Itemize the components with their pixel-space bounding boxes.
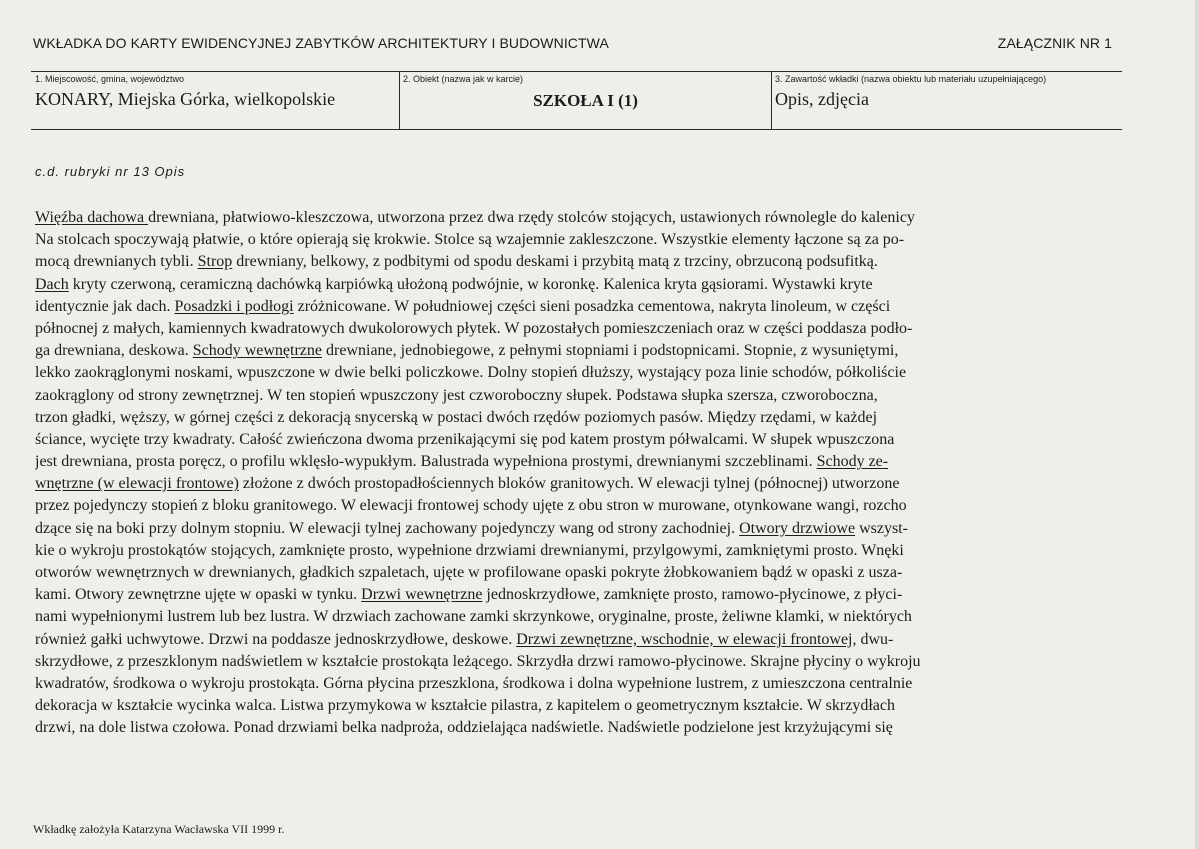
text-line (35, 540, 1120, 562)
text-line (35, 274, 1120, 296)
text-segment: drzwi, na dole listwa czołowa. Ponad drzwiami belka nadproża, oddzielająca nadświetle. Nadświetle podzielone jest krzyżującymi się (35, 719, 893, 737)
document-header (33, 35, 1112, 51)
text-segment: nami wypełnionymi lustrem lub bez lustra. W drzwiach zachowane zamki skrzynkowe, oryginalne, proste, żeliwne klamki, w niektórych (35, 608, 912, 626)
text-segment: lekko zaokrąglonymi noskami, wpuszczone w dwie belki policzkowe. Dolny stopień dłuższy, wystający poza linie schodów, półkoliście (35, 364, 907, 382)
text-line (35, 495, 1120, 517)
header-fields-table (31, 71, 1122, 130)
field-contents (771, 72, 1122, 129)
field-object-value: SZKOŁA I (1) (533, 91, 638, 110)
field-location (31, 72, 399, 129)
text-line (35, 518, 1120, 540)
text-segment: również gałki uchwytowe. Drzwi na poddasze jednoskrzydłowe, deskowe. (35, 630, 517, 648)
text-line (35, 717, 1120, 739)
underlined-heading: Drzwi wewnętrzne (361, 586, 483, 604)
field-object-label: 2. Obiekt (nazwa jak w karcie) (403, 74, 524, 84)
field-object (399, 72, 771, 129)
text-line (35, 429, 1120, 451)
attachment-number: ZAŁĄCZNIK NR 1 (997, 35, 1112, 51)
text-segment: przez pojedynczy stopień z bloku granitowego. W elewacji frontowej schody ujęte z obu stron w murowane, otynkowane wangi, rozcho (35, 497, 907, 515)
text-segment: identycznie jak dach. (35, 297, 175, 315)
text-line (35, 695, 1120, 717)
text-line (35, 318, 1120, 340)
text-segment: kryty czerwoną, ceramiczną dachówką karpiówką ułożoną podwójnie, w koronkę. Kalenica kryta gąsiorami. Wystawki kryte (68, 275, 873, 293)
text-line (35, 385, 1120, 407)
text-segment: północnej z małych, kamiennych kwadratowych dwukolorowych płytek. W pozostałych pomieszczeniach oraz w części poddasza podło- (35, 319, 913, 337)
text-segment: kami. Otwory zewnętrzne ujęte w opaski w tynku. (35, 586, 362, 604)
field-contents-label: 3. Zawartość wkładki (nazwa obiektu lub materiału uzupełniającego) (775, 74, 1047, 84)
text-segment: dekoracja w kształcie wycinka walca. Listwa przymykowa w kształcie pilastra, z kapitelem o geometrycznym kształcie. W skrzydłach (35, 697, 895, 715)
text-segment: dzące się na boki przy dolnym stopniu. W elewacji tylnej zachowany pojedynczy wang od strony zachodniej. (35, 519, 740, 537)
underlined-heading: Więźba dachowa (35, 209, 149, 226)
text-line (35, 207, 1120, 229)
field-contents-value: Opis, zdjęcia (775, 89, 869, 109)
text-segment: złożone z dwóch prostopadłościennych bloków granitowych. W elewacji tylnej (północnej) utworzone (238, 475, 900, 493)
text-line (35, 606, 1120, 628)
text-line (35, 473, 1120, 495)
text-segment: jest drewniana, prosta poręcz, o profilu wklęsło-wypukłym. Balustrada wypełniona prostymi, drewnianymi szczeblinami. (35, 453, 817, 471)
text-line (35, 251, 1120, 273)
text-line (35, 651, 1120, 673)
underlined-heading: Strop (197, 253, 233, 271)
field-location-value: KONARY, Miejska Górka, wielkopolskie (35, 89, 336, 109)
text-segment: zaokrąglony od strony zewnętrznej. W ten stopień wpuszczony jest czworoboczny słupek. Podstawa słupka szersza, czworoboczna, (35, 386, 878, 404)
text-segment: kwadratów, środkowa o wykroju prostokąta. Górna płycina przeszklona, środkowa i dolna wypełnione lustrem, z umieszczona centralnie (35, 674, 913, 692)
text-segment: kie o wykroju prostokątów stojących, zamknięte prosto, wypełnione drzwiami drewnianymi, przylgowymi, zamkniętymi prosto. Wnęki (35, 541, 904, 559)
text-line (35, 229, 1120, 251)
text-segment: otworów wewnętrznych w drewnianych, gładkich szpaletach, ujęte w profilowane opaski pokryte żłobkowaniem bądź w opaski z usza- (35, 564, 903, 581)
text-segment: drewniany, belkowy, z podbitymi od spodu deskami i przybitą matą z trzciny, obrzuconą podsufitką. (232, 253, 878, 271)
document-title: WKŁADKA DO KARTY EWIDENCYJNEJ ZABYTKÓW ARCHITEKTURY I BUDOWNICTWA (33, 35, 609, 51)
text-line (35, 451, 1120, 473)
footer-author-note: Wkładkę założyła Katarzyna Wacławska VII 1999 r. (33, 822, 285, 836)
description-body (35, 207, 1120, 740)
underlined-heading: Otwory drzwiowe (739, 519, 856, 537)
text-segment: trzon gładki, węższy, w górnej części z dekoracją snycerską w postaci dwóch rzędów poziomych pasów. Między rzędami, w każdej (35, 408, 878, 426)
text-segment: drewniane, jednobiegowe, z pełnymi stopniami i podstopnicami. Stopnie, z wysuniętymi, (322, 342, 899, 360)
underlined-heading: Posadzki i podłogi (174, 297, 294, 315)
text-line (35, 362, 1120, 384)
text-line (35, 562, 1120, 584)
underlined-heading: Schody wewnętrzne (192, 342, 323, 360)
text-line (35, 340, 1120, 362)
text-line (35, 629, 1120, 651)
underlined-heading: Dach (35, 275, 69, 293)
underlined-heading: wnętrzne (w elewacji frontowe) (35, 475, 239, 493)
text-line (35, 584, 1120, 606)
text-segment: mocą drewnianych tybli. (35, 253, 198, 271)
text-line (35, 673, 1120, 695)
text-segment: jednoskrzydłowe, zamknięte prosto, ramowo-płycinowe, z płyci- (482, 586, 903, 604)
text-line (35, 296, 1120, 318)
text-line (35, 407, 1120, 429)
underlined-heading: Drzwi zewnętrzne, wschodnie, w elewacji frontowej (516, 630, 853, 648)
text-segment: ściance, wycięte trzy kwadraty. Całość zwieńczona dwoma przenikającymi się pod katem prostym półwalcami. W słupek wpuszczona (35, 430, 895, 448)
text-segment: Na stolcach spoczywają płatwie, o które opierają się krokwie. Stolce są wzajemnie zakleszczone. Wszystkie elementy łączone są za po- (35, 231, 905, 249)
text-segment: ga drewniana, deskowa. (35, 342, 193, 360)
text-segment: skrzydłowe, z przeszklonym nadświetlem w kształcie prostokąta leżącego. Skrzydła drzwi ramowo-płycinowe. Skrajne płyciny o wykroju (35, 652, 921, 670)
section-continuation-label: c.d. rubryki nr 13 Opis (35, 164, 186, 179)
text-segment: zróżnicowane. W południowej części sieni posadzka cementowa, nakryta linoleum, w części (293, 297, 891, 315)
text-segment: , dwu- (852, 630, 894, 648)
page-edge (1195, 0, 1199, 849)
underlined-heading: Schody ze- (816, 453, 889, 471)
text-segment: drewniana, płatwiowo-kleszczowa, utworzona przez dwa rzędy stolców stojących, ustawionych równolegle do kalenicy (148, 209, 915, 226)
field-location-label: 1. Miejscowość, gmina, województwo (35, 74, 185, 84)
text-segment: wszyst- (855, 519, 908, 537)
